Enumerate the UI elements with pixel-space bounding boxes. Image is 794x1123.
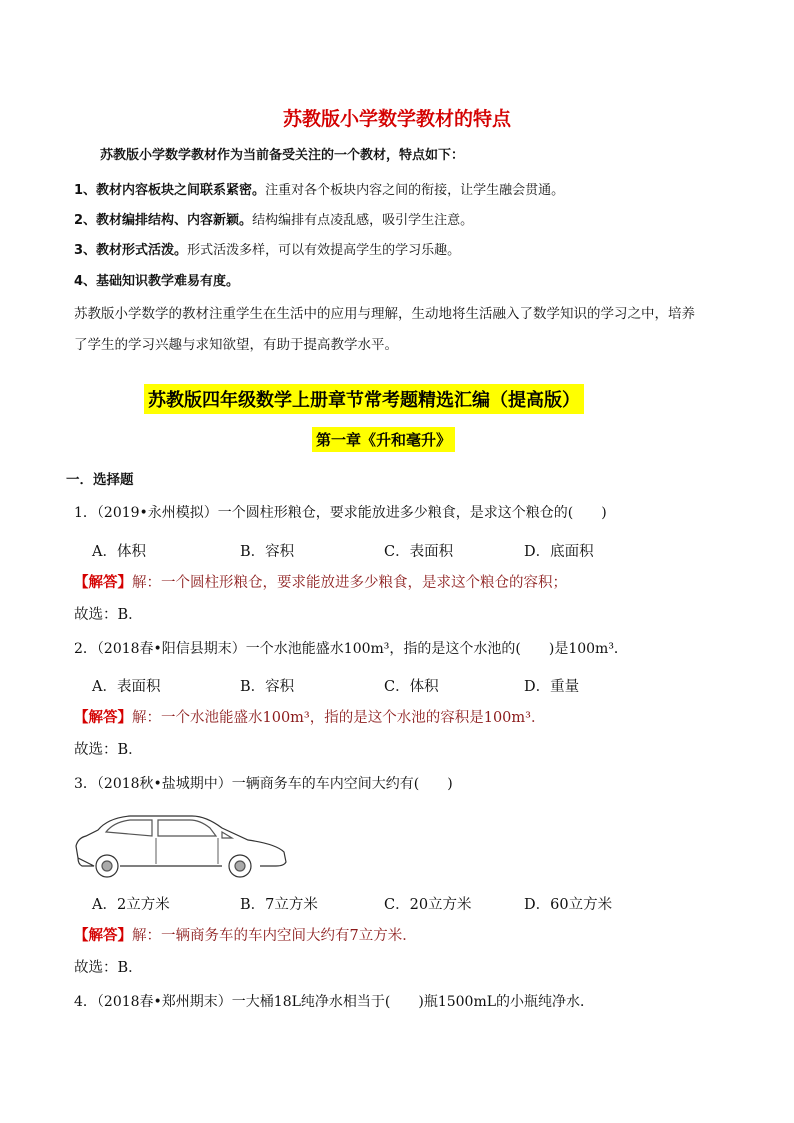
option-b: B．容积 [240, 679, 295, 695]
feature-head: 基础知识教学难易有度。 [96, 274, 240, 289]
option-c: C．表面积 [384, 544, 454, 560]
summary-line: 苏教版小学数学的教材注重学生在生活中的应用与理解，生动地将生活融入了数学知识的学习之中，培养 [74, 306, 695, 322]
minivan-image [72, 808, 290, 878]
intro-text: 苏教版小学数学教材作为当前备受关注的一个教材，特点如下： [100, 148, 465, 163]
feature-item [74, 209, 473, 228]
feature-body: 注重对各个板块内容之间的衔接，让学生融会贯通。 [265, 183, 565, 198]
chapter-title-banner: 第一章《升和毫升》 [312, 427, 455, 452]
answer-text: 解：一个水池能盛水100m³，指的是这个水池的容积是100m³． [132, 710, 546, 726]
option-a: A．2立方米 [92, 897, 170, 913]
feature-head: 教材编排结构、内容新颖。 [96, 213, 253, 228]
question-text: 3．（2018秋•盐城期中）一辆商务车的车内空间大约有( ) [74, 776, 453, 792]
feature-num: 4、 [74, 274, 97, 289]
option-d: D．底面积 [524, 544, 594, 560]
option-c: C．体积 [384, 679, 439, 695]
answer-tag: 【解答】 [74, 574, 132, 591]
question-text: 2．（2018春•阳信县期末）一个水池能盛水100m³，指的是这个水池的( )是100m³． [74, 641, 628, 657]
feature-head: 教材内容板块之间联系紧密。 [96, 183, 266, 198]
section-heading: 一．选择题 [66, 472, 134, 488]
answer-text: 解：一个圆柱形粮仓，要求能放进多少粮食，是求这个粮仓的容积； [132, 575, 567, 591]
feature-item [74, 239, 460, 258]
option-a: A．表面积 [92, 679, 161, 695]
feature-num: 2、 [74, 213, 97, 228]
answer-tag: 【解答】 [74, 709, 132, 726]
worksheet-title-banner: 苏教版四年级数学上册章节常考题精选汇编（提高版） [144, 384, 584, 414]
option-b: B．容积 [240, 544, 295, 560]
option-b: B．7立方米 [240, 897, 318, 913]
option-d: D．60立方米 [524, 897, 613, 913]
answer-text: 解：一辆商务车的车内空间大约有7立方米． [132, 928, 417, 944]
question-text: 4．（2018春•郑州期末）一大桶18L纯净水相当于( )瓶1500mL的小瓶纯净水． [74, 994, 595, 1010]
answer-line [74, 706, 545, 727]
answer-select: 故选：B． [74, 607, 143, 623]
option-a: A．体积 [92, 544, 146, 560]
option-c: C．20立方米 [384, 897, 472, 913]
feature-num: 3、 [74, 243, 97, 258]
page-title: 苏教版小学数学教材的特点 [282, 108, 511, 130]
feature-item [74, 179, 564, 198]
feature-num: 1、 [74, 183, 97, 198]
feature-body: 结构编排有点凌乱感，吸引学生注意。 [252, 213, 474, 228]
feature-item [74, 270, 239, 289]
answer-select: 故选：B． [74, 742, 143, 758]
feature-body: 形式活泼多样，可以有效提高学生的学习乐趣。 [187, 243, 461, 258]
answer-line [74, 924, 417, 945]
answer-tag: 【解答】 [74, 927, 132, 944]
summary-line: 了学生的学习兴趣与求知欲望，有助于提高教学水平。 [74, 337, 398, 353]
question-text: 1．（2019•永州模拟）一个圆柱形粮仓，要求能放进多少粮食，是求这个粮仓的( ) [74, 505, 607, 521]
answer-select: 故选：B． [74, 960, 143, 976]
feature-head: 教材形式活泼。 [96, 243, 188, 258]
answer-line [74, 571, 567, 592]
option-d: D．重量 [524, 679, 580, 695]
